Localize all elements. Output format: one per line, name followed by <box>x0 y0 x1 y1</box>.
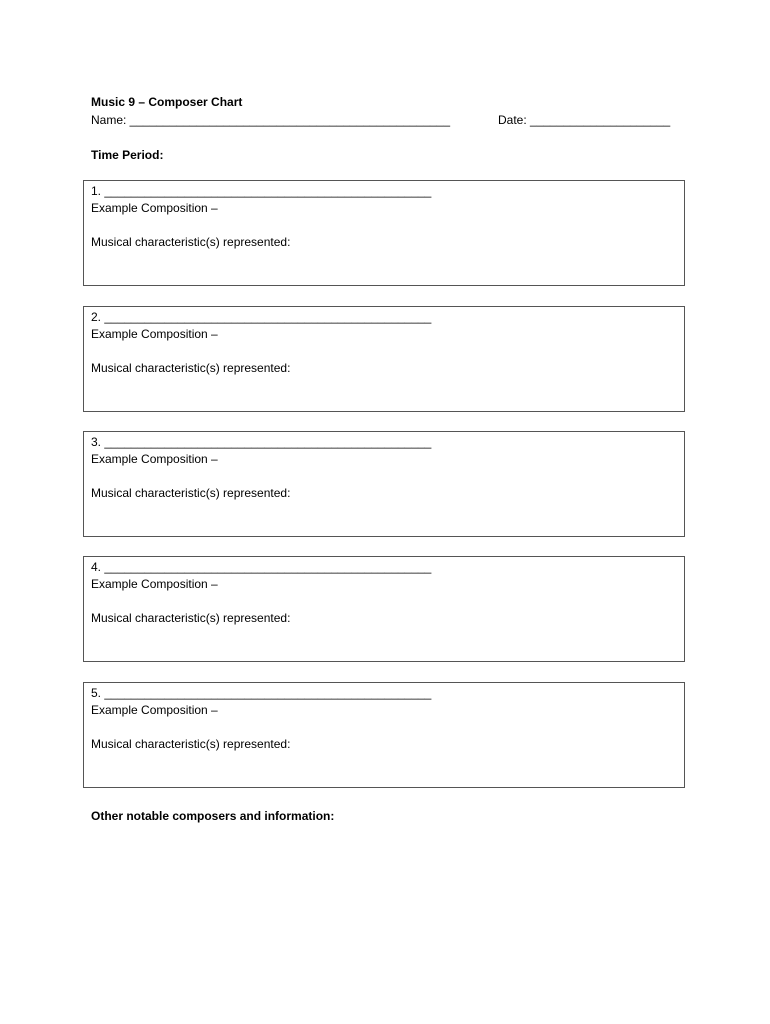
example-composition-label: Example Composition – <box>91 201 218 215</box>
composer-name-line: 3. _________________________________________________ <box>91 435 432 449</box>
characteristics-label: Musical characteristic(s) represented: <box>91 235 291 249</box>
composer-name-line: 4. _________________________________________________ <box>91 560 432 574</box>
composer-name-line: 5. _________________________________________________ <box>91 686 432 700</box>
example-composition-label: Example Composition – <box>91 327 218 341</box>
example-composition-label: Example Composition – <box>91 577 218 591</box>
composer-box-4 <box>83 556 685 662</box>
composer-box-3 <box>83 431 685 537</box>
composer-name-line: 1. _________________________________________________ <box>91 184 432 198</box>
composer-box-1 <box>83 180 685 286</box>
characteristics-label: Musical characteristic(s) represented: <box>91 486 291 500</box>
example-composition-label: Example Composition – <box>91 703 218 717</box>
example-composition-label: Example Composition – <box>91 452 218 466</box>
composer-box-5 <box>83 682 685 788</box>
document-title: Music 9 – Composer Chart <box>91 95 243 109</box>
composer-name-line: 2. _________________________________________________ <box>91 310 432 324</box>
name-field: Name: ________________________________________________ <box>91 113 451 127</box>
time-period-label: Time Period: <box>91 148 164 162</box>
characteristics-label: Musical characteristic(s) represented: <box>91 737 291 751</box>
characteristics-label: Musical characteristic(s) represented: <box>91 361 291 375</box>
other-composers-heading: Other notable composers and information: <box>91 809 335 823</box>
composer-box-2 <box>83 306 685 412</box>
characteristics-label: Musical characteristic(s) represented: <box>91 611 291 625</box>
date-field: Date: _____________________ <box>498 113 671 127</box>
